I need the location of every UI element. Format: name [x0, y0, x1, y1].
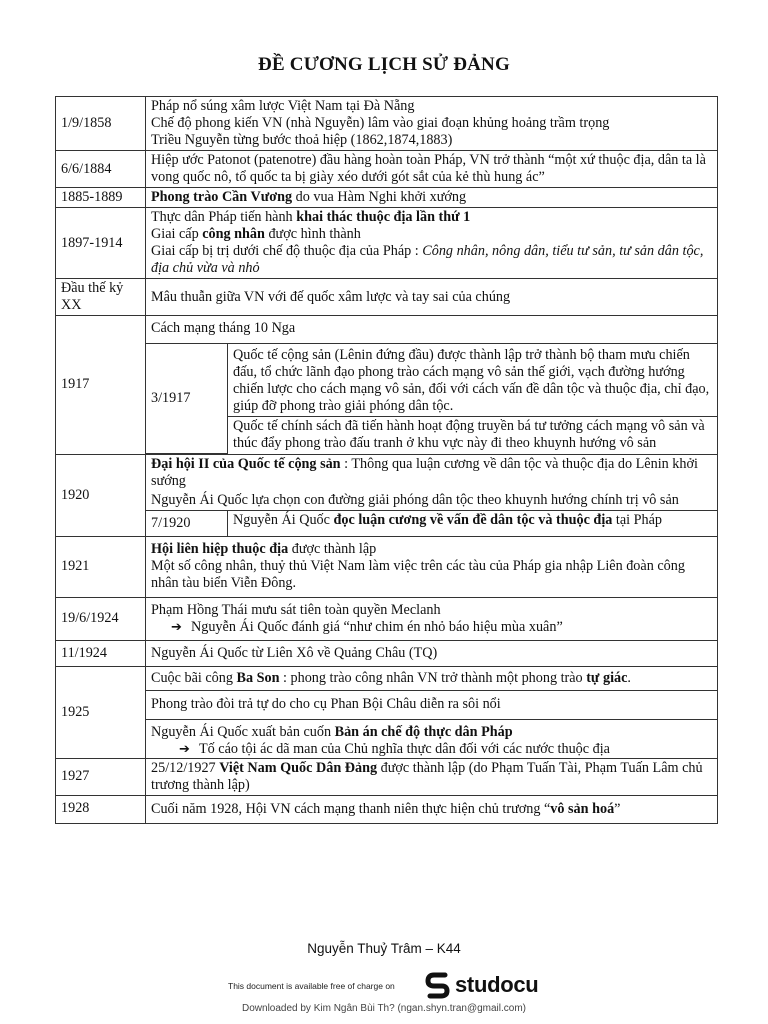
row-date: 1/9/1858: [56, 97, 146, 151]
row-content: Phong trào đòi trả tự do cho cụ Phan Bội Châu diễn ra sôi nổi: [146, 690, 718, 719]
content-text: Cách mạng tháng 10 Nga: [151, 320, 296, 336]
content-line: Phạm Hồng Thái mưu sát tiên toàn quyền Meclanh: [151, 601, 441, 618]
row-content: [146, 188, 718, 208]
bold-term: Đại hội II của Quốc tế cộng sản: [151, 455, 341, 472]
nested-cell: [146, 510, 718, 536]
row-content: [146, 151, 718, 188]
table-row: [56, 208, 718, 279]
row-date: 1885-1889: [56, 188, 146, 208]
row-date: 1920: [56, 454, 146, 536]
footer-author: Nguyễn Thuỷ Trâm – K44: [307, 941, 461, 956]
table-row: [56, 279, 718, 316]
row-date: 11/1924: [56, 640, 146, 666]
bold-term: Ba Son: [236, 669, 280, 686]
table-row: [56, 597, 718, 640]
row-date: Đầu thế kỷ XX: [56, 279, 146, 316]
availability-note: This document is available free of charge on: [228, 981, 395, 991]
studocu-logo-icon: [425, 970, 451, 1005]
content-text: 25/12/1927: [151, 759, 220, 776]
row-date: 1927: [56, 758, 146, 795]
content-text: Giai cấp bị trị dưới chế độ thuộc địa của Pháp :: [151, 243, 423, 259]
bold-term: tự giác: [586, 669, 628, 686]
content-line: [151, 741, 712, 758]
content-text: Nguyễn Ái Quốc: [233, 511, 334, 528]
row-date: 1925: [56, 666, 146, 758]
nested-cell: [146, 344, 718, 455]
row-date: 1917: [56, 316, 146, 455]
table-row: [56, 344, 718, 455]
content-line: Hiệp ước Patonot (patenotre) đầu hàng hoàn toàn Pháp, VN trở thành “một xứ thuộc địa, dân ta là vong quốc nô, tổ quốc ta bị giày xéo dưới gót sắt của kẻ thù hung ác”: [151, 152, 706, 185]
bold-term: đọc luận cương về vấn đề dân tộc và thuộc địa: [333, 511, 613, 528]
nested-row: [146, 511, 717, 536]
content-text: được hình thành: [264, 226, 361, 242]
history-outline-table: [55, 96, 718, 824]
table-row: [56, 188, 718, 208]
content-line: Chế độ phong kiến VN (nhà Nguyễn) lâm vào giai đoạn khủng hoảng trầm trọng: [151, 115, 610, 131]
bold-term: Bản án chế độ thực dân Pháp: [334, 723, 513, 740]
row-date: 1928: [56, 795, 146, 823]
studocu-banner: [0, 970, 768, 1000]
content-text: Mâu thuẫn giữa VN với đế quốc xâm lược và tay sai của chúng: [151, 288, 511, 305]
table-row: [56, 719, 718, 758]
content-line: [151, 209, 712, 226]
content-text: được thành lập: [288, 540, 377, 557]
row-date: 1897-1914: [56, 208, 146, 279]
content-line: [151, 456, 712, 490]
content-text: Cuối năm 1928, Hội VN cách mạng thanh niên thực hiện chủ trương “: [151, 800, 551, 817]
table-row: [56, 151, 718, 188]
table-row: [56, 666, 718, 690]
content-text: Giai cấp: [151, 226, 203, 242]
sub-date: 7/1920: [146, 511, 228, 536]
content-line: [151, 243, 712, 277]
bold-term: vô sản hoá: [550, 800, 615, 817]
content-text: Cuộc bãi công: [151, 669, 237, 686]
row-content: [146, 208, 718, 279]
nested-table: [146, 344, 717, 454]
studocu-logo-text[interactable]: studocu: [455, 972, 539, 997]
content-line: [151, 724, 712, 741]
table-row: [56, 510, 718, 536]
table-row: [56, 454, 718, 510]
content-line: Triều Nguyễn từng bước thoả hiệp (1862,1874,1883): [151, 132, 453, 148]
table-row: [56, 536, 718, 597]
row-content: [146, 758, 718, 795]
content-line: [151, 226, 712, 243]
row-content: [146, 536, 718, 597]
table-row: [56, 316, 718, 344]
content-text: Tố cáo tội ác dã man của Chủ nghĩa thực dân đối với các nước thuộc địa: [199, 740, 610, 757]
content-text: ”: [614, 800, 621, 817]
row-content: [146, 666, 718, 690]
row-content: [146, 316, 718, 344]
content-text: do vua Hàm Nghi khởi xướng: [292, 189, 467, 205]
download-note: Downloaded by Kim Ngân Bùi Th? (ngan.shyn.tran@gmail.com): [242, 1003, 526, 1014]
row-date: 6/6/1884: [56, 151, 146, 188]
sub-content: Quốc tế cộng sản (Lênin đứng đầu) được thành lập trở thành bộ tham mưu chiến đấu, tổ chức lãnh đạo phong trào cách mạng vô sản thế giới, vạch đường hướng chiến lược cho cách mạng vô sản, đối với cách vấn đề dân tộc và thuộc địa, chỉ đạo, giúp đỡ phong trào giải phóng dân tộc.: [228, 344, 718, 417]
row-content: [146, 454, 718, 510]
content-line: Pháp nổ súng xâm lược Việt Nam tại Đà Nẵng: [151, 98, 415, 114]
content-line: Nguyễn Ái Quốc lựa chọn con đường giải phóng dân tộc theo khuynh hướng chính trị vô sản: [151, 491, 679, 508]
content-text: : Thông qua luận cương về dân tộc và thuộc địa do Lênin khởi sướng: [151, 455, 698, 489]
row-content: [146, 719, 718, 758]
nested-row: [146, 344, 717, 417]
content-text: Nguyễn Ái Quốc xuất bản cuốn: [151, 723, 335, 740]
content-text: : phong trào công nhân VN trở thành một phong trào: [279, 669, 587, 686]
content-line: [151, 619, 712, 636]
bold-term: công nhân: [202, 226, 265, 242]
sub-date: 3/1917: [146, 344, 228, 453]
bold-term: Việt Nam Quốc Dân Đảng: [219, 759, 378, 776]
content-text: Thực dân Pháp tiến hành: [151, 209, 297, 225]
bold-term: Phong trào Cần Vương: [151, 189, 293, 205]
page-title: ĐỀ CƯƠNG LỊCH SỬ ĐẢNG: [258, 54, 510, 75]
arrow-right-icon: ➔: [171, 619, 182, 635]
row-date: 19/6/1924: [56, 597, 146, 640]
italic-list: Công nhân, nông dân, tiểu tư sản, tư sản dân tộc, địa chủ vừa và nhỏ: [151, 243, 704, 276]
content-text: Nguyễn Ái Quốc đánh giá “như chim én nhỏ báo hiệu mùa xuân”: [191, 618, 563, 635]
content-text: tại Pháp: [612, 511, 663, 528]
arrow-right-icon: ➔: [179, 741, 190, 757]
table-row: [56, 97, 718, 151]
row-content: Nguyễn Ái Quốc từ Liên Xô về Quảng Châu (TQ): [146, 640, 718, 666]
sub-content: Quốc tế chính sách đã tiến hành hoạt động truyền bá tư tưởng cách mạng vô sản và thúc đẩy phong trào đấu tranh ở khu vực này đi theo khuynh hướng vô sản: [228, 417, 718, 454]
table-row: [56, 690, 718, 719]
table-row: [56, 758, 718, 795]
content-line: Một số công nhân, thuỷ thủ Việt Nam làm việc trên các tàu của Pháp gia nhập Liên đoàn công nhân tàu biển Viễn Đông.: [151, 557, 685, 591]
table-row: [56, 640, 718, 666]
row-content: [146, 279, 718, 316]
row-content: [146, 597, 718, 640]
row-date: 1921: [56, 536, 146, 597]
content-text: được thành lập (do Phạm Tuấn Tài, Phạm Tuấn Lâm chủ trương thành lập): [151, 759, 703, 793]
table-row: [56, 795, 718, 823]
nested-row: [146, 417, 717, 454]
content-line: [151, 541, 712, 558]
row-content: [146, 795, 718, 823]
row-content: [146, 97, 718, 151]
sub-content: [228, 511, 718, 536]
bold-term: Hội liên hiệp thuộc địa: [151, 540, 289, 557]
content-text: .: [627, 669, 631, 686]
bold-term: khai thác thuộc địa lần thứ 1: [296, 209, 471, 225]
nested-table: [146, 511, 717, 536]
